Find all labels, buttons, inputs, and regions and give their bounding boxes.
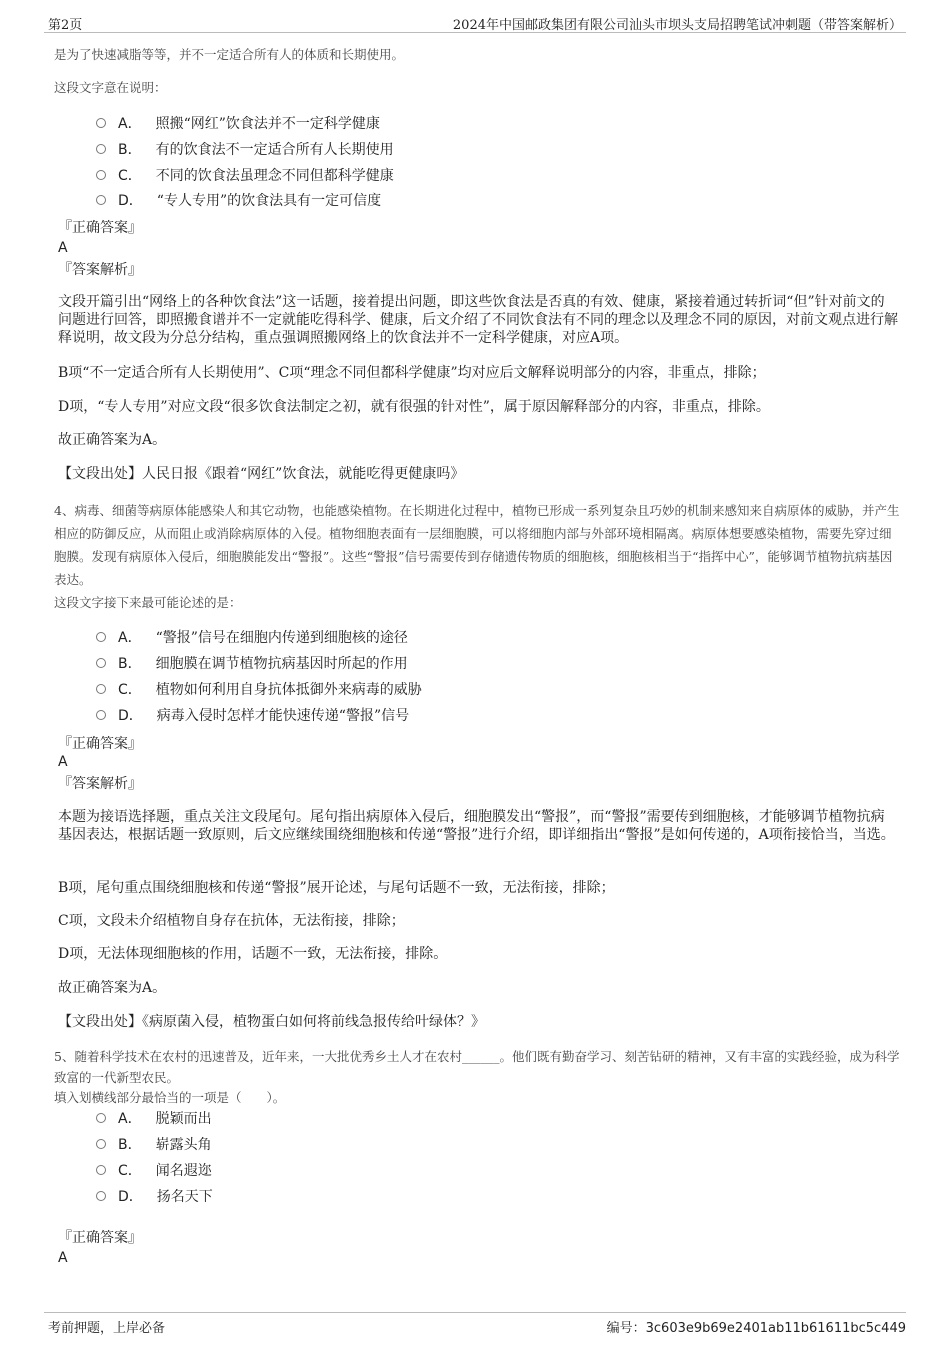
radio-icon[interactable] (96, 1113, 106, 1123)
q5-option-a[interactable]: A． 脱颖而出 (96, 1109, 212, 1129)
q5-option-b[interactable]: B． 崭露头角 (96, 1135, 212, 1155)
q3-option-a[interactable]: A． 照搬“网红”饮食法并不一定科学健康 (96, 114, 380, 134)
q4-stem: 4、病毒、细菌等病原体能感染人和其它动物，也能感染植物。在长期进化过程中，植物已形成一系列复杂且巧妙的机制来感知来自病原体的威胁，并产生相应的防御反应，从而阻止或消除病原体的入侵。植物细胞表面有一层细胞膜，可以将细胞内部与外部环境相隔离。病原体想要感染植物，需要先穿过细胞膜。发现有病原体入侵后，细胞膜能发出“警报”。这些“警报”信号需要传到存储遗传物质的细胞核，细胞核相当于“指挥中心”，能够调节植物抗病基因表达。 (54, 503, 900, 587)
q3-option-c[interactable]: C． 不同的饮食法虽理念不同但都科学健康 (96, 166, 394, 186)
radio-icon[interactable] (96, 710, 106, 720)
q4-answer: A (58, 754, 68, 770)
q4-analysis-p2: B项，尾句重点围绕细胞核和传递“警报”展开论述，与尾句话题不一致，无法衔接，排除； (58, 880, 615, 896)
radio-icon[interactable] (96, 118, 106, 128)
document-title: 2024年中国邮政集团有限公司汕头市坝头支局招聘笔试冲刺题（带答案解析） (452, 18, 902, 33)
q4-analysis-p5: 故正确答案为A。 (58, 980, 167, 996)
q4-answer-label: 『正确答案』 (58, 736, 142, 752)
q5-prompt: 填入划横线部分最恰当的一项是（ ）。 (54, 1090, 286, 1105)
q4-analysis-p4: D项，无法体现细胞核的作用，话题不一致，无法衔接，排除。 (58, 946, 448, 962)
q3-analysis-label: 『答案解析』 (58, 262, 142, 278)
q3-option-d[interactable]: D． “专人专用”的饮食法具有一定可信度 (96, 191, 381, 211)
q3-analysis-p4: 故正确答案为A。 (58, 432, 167, 448)
q4-prompt: 这段文字接下来最可能论述的是： (54, 595, 242, 610)
q5-stem: 5、随着科学技术在农村的迅速普及，近年来，一大批优秀乡土人才在农村______。他们既有勤奋学习、刻苦钻研的精神，又有丰富的实践经验，成为科学致富的一代新型农民。 (54, 1049, 900, 1085)
document-code (607, 1317, 906, 1336)
q4-analysis-p3: C项，文段未介绍植物自身存在抗体，无法衔接，排除； (58, 913, 405, 929)
q5-answer: A (58, 1250, 68, 1266)
radio-icon[interactable] (96, 632, 106, 642)
radio-icon[interactable] (96, 684, 106, 694)
radio-icon[interactable] (96, 1191, 106, 1201)
q5-answer-label: 『正确答案』 (58, 1230, 142, 1246)
q3-analysis-p2: B项“不一定适合所有人长期使用”、C项“理念不同但都科学健康”均对应后文解释说明部分的内容，非重点，排除； (58, 365, 766, 381)
q5-option-d[interactable]: D． 扬名天下 (96, 1187, 213, 1207)
q3-analysis-p3: D项，“专人专用”对应文段“很多饮食法制定之初，就有很强的针对性”，属于原因解释部分的内容，非重点，排除。 (58, 399, 770, 415)
q4-analysis-p1: 本题为接语选择题，重点关注文段尾句。尾句指出病原体入侵后，细胞膜发出“警报”，而“警报”需要传到细胞核，才能够调节植物抗病基因表达，根据话题一致原则，后文应继续围绕细胞核和传递“警报”进行介绍，即详细指出“警报”是如何传递的，A项衔接恰当，当选。 (58, 809, 895, 843)
q3-prompt: 这段文字意在说明： (54, 80, 167, 95)
q3-source: 【文段出处】人民日报《跟着“网红”饮食法，就能吃得更健康吗》 (58, 466, 465, 482)
q5-option-c[interactable]: C． 闻名遐迩 (96, 1161, 212, 1181)
q4-option-d[interactable]: D． 病毒入侵时怎样才能快速传递“警报”信号 (96, 706, 409, 726)
radio-icon[interactable] (96, 1139, 106, 1149)
q4-option-c[interactable]: C． 植物如何利用自身抗体抵御外来病毒的威胁 (96, 680, 422, 700)
q3-answer: A (58, 240, 68, 256)
q4-source: 【文段出处】《病原菌入侵，植物蛋白如何将前线急报传给叶绿体？》 (58, 1014, 485, 1030)
q3-analysis-p1: 文段开篇引出“网络上的各种饮食法”这一话题，接着提出问题，即这些饮食法是否真的有效、健康，紧接着通过转折词“但”针对前文的问题进行回答，即照搬食谱并不一定就能吃得科学、健康，后文介绍了不同饮食法有不同的理念以及理念不同的原因，对前文观点进行解释说明，故文段为分总分结构，重点强调照搬网络上的饮食法并不一定科学健康，对应A项。 (58, 294, 898, 346)
radio-icon[interactable] (96, 170, 106, 180)
q3-option-b[interactable]: B． 有的饮食法不一定适合所有人长期使用 (96, 140, 394, 160)
code-value: 3c603e9b69e2401ab11b61611bc5c449 (645, 1321, 906, 1336)
q4-option-a[interactable]: A． “警报”信号在细胞内传递到细胞核的途径 (96, 628, 408, 648)
radio-icon[interactable] (96, 658, 106, 668)
footer-slogan: 考前押题，上岸必备 (48, 1321, 166, 1336)
radio-icon[interactable] (96, 1165, 106, 1175)
q4-analysis-label: 『答案解析』 (58, 776, 142, 792)
code-label: 编号： (606, 1321, 646, 1336)
q3-answer-label: 『正确答案』 (58, 220, 142, 236)
page-header (44, 12, 906, 33)
q4-option-b[interactable]: B． 细胞膜在调节植物抗病基因时所起的作用 (96, 654, 408, 674)
radio-icon[interactable] (96, 195, 106, 205)
page-number: 第2页 (48, 18, 83, 33)
page-footer (44, 1312, 906, 1337)
q3-stem-tail: 是为了快速减脂等等，并不一定适合所有人的体质和长期使用。 (54, 47, 405, 62)
radio-icon[interactable] (96, 144, 106, 154)
